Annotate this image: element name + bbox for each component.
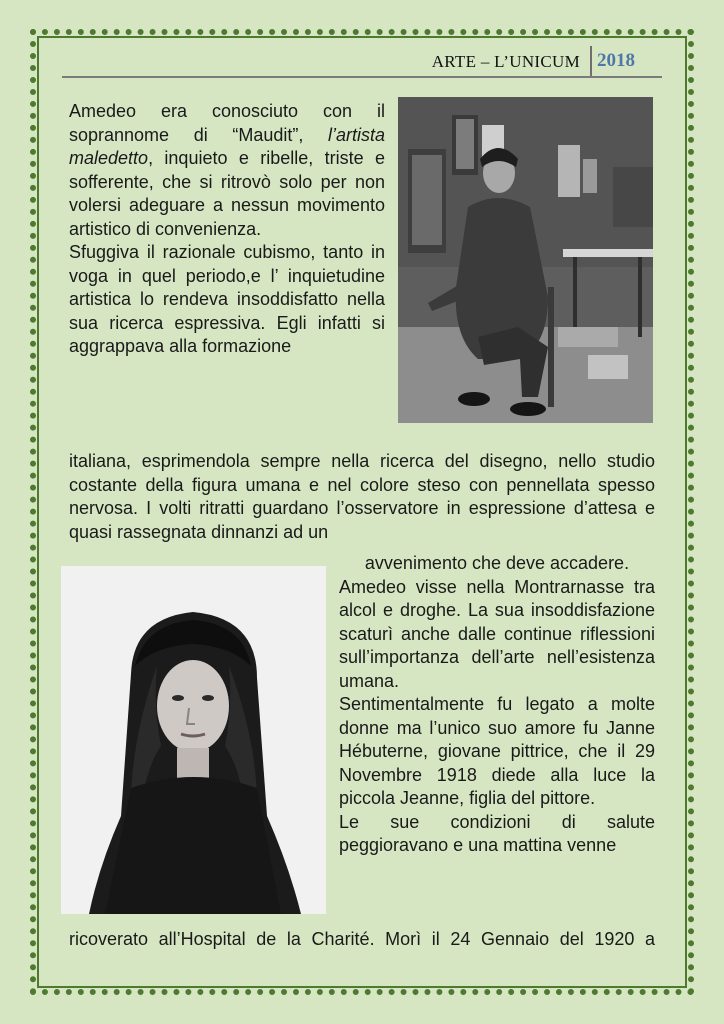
paragraph-5-start: Le sue condizioni di salute peggioravano e una mattina venne <box>339 811 655 855</box>
portrait-man-illustration <box>398 97 653 423</box>
header-separator <box>590 46 592 76</box>
article-column-bottom <box>339 552 655 858</box>
article-column-top <box>69 100 385 359</box>
paragraph-5-end: ricoverato all’Hospital de la Charité. Morì il 24 Gennaio del 1920 a <box>69 929 655 949</box>
portrait-woman-illustration <box>61 566 326 914</box>
article-last-line <box>69 928 655 952</box>
portrait-man-photo <box>398 97 653 423</box>
paragraph-1-italic: l’artista maledetto <box>69 124 385 168</box>
paragraph-2-end: avvenimento che deve accadere. <box>364 553 630 573</box>
paragraph-1 <box>69 100 385 241</box>
magazine-title: ARTE – L’UNICUM <box>431 52 580 71</box>
paragraph-2-middle: italiana, esprimendola sempre nella ricerca del disegno, nello studio costante della figura umana e nel colore steso con pennellata spesso nervosa. I volti ritratti guardano l’osservatore in espressione d’attesa e quasi rassegnata dinnanzi ad un <box>69 451 655 542</box>
issue-year: 2018 <box>597 50 635 71</box>
paragraph-4: Sentimentalmente fu legato a molte donne ma l’unico suo amore fu Janne Hébuterne, giovane pittrice, che il 29 Novembre 1918 diede alla luce la piccola Jeanne, figlia del pittore. <box>339 694 655 808</box>
paragraph-3: Amedeo visse nella Montrarnasse tra alcol e droghe. La sua insoddisfazione scaturì anche dalle continue riflessioni sull’importanza dell’arte nell’esistenza umana. <box>339 576 655 691</box>
article-full-width <box>69 450 655 544</box>
paragraph-1-text-a: Amedeo era conosciuto con il soprannome di “Maudit”, <box>69 101 385 145</box>
paragraph-2-start: Sfuggiva il razionale cubismo, tanto in voga in quel periodo,e l’ inquietudine artistica lo rendeva insoddisfatto nella sua ricerca espressiva. Egli infatti si aggrappava alla formazione <box>69 242 385 356</box>
paragraph-1-text-b: , inquieto e ribelle, triste e sofferente, che si ritrovò solo per non volersi adeguare a nessun movimento artistico di convenienza. <box>69 148 385 239</box>
header-rule <box>62 76 662 78</box>
portrait-woman-photo <box>61 566 326 914</box>
page-header <box>62 44 662 78</box>
